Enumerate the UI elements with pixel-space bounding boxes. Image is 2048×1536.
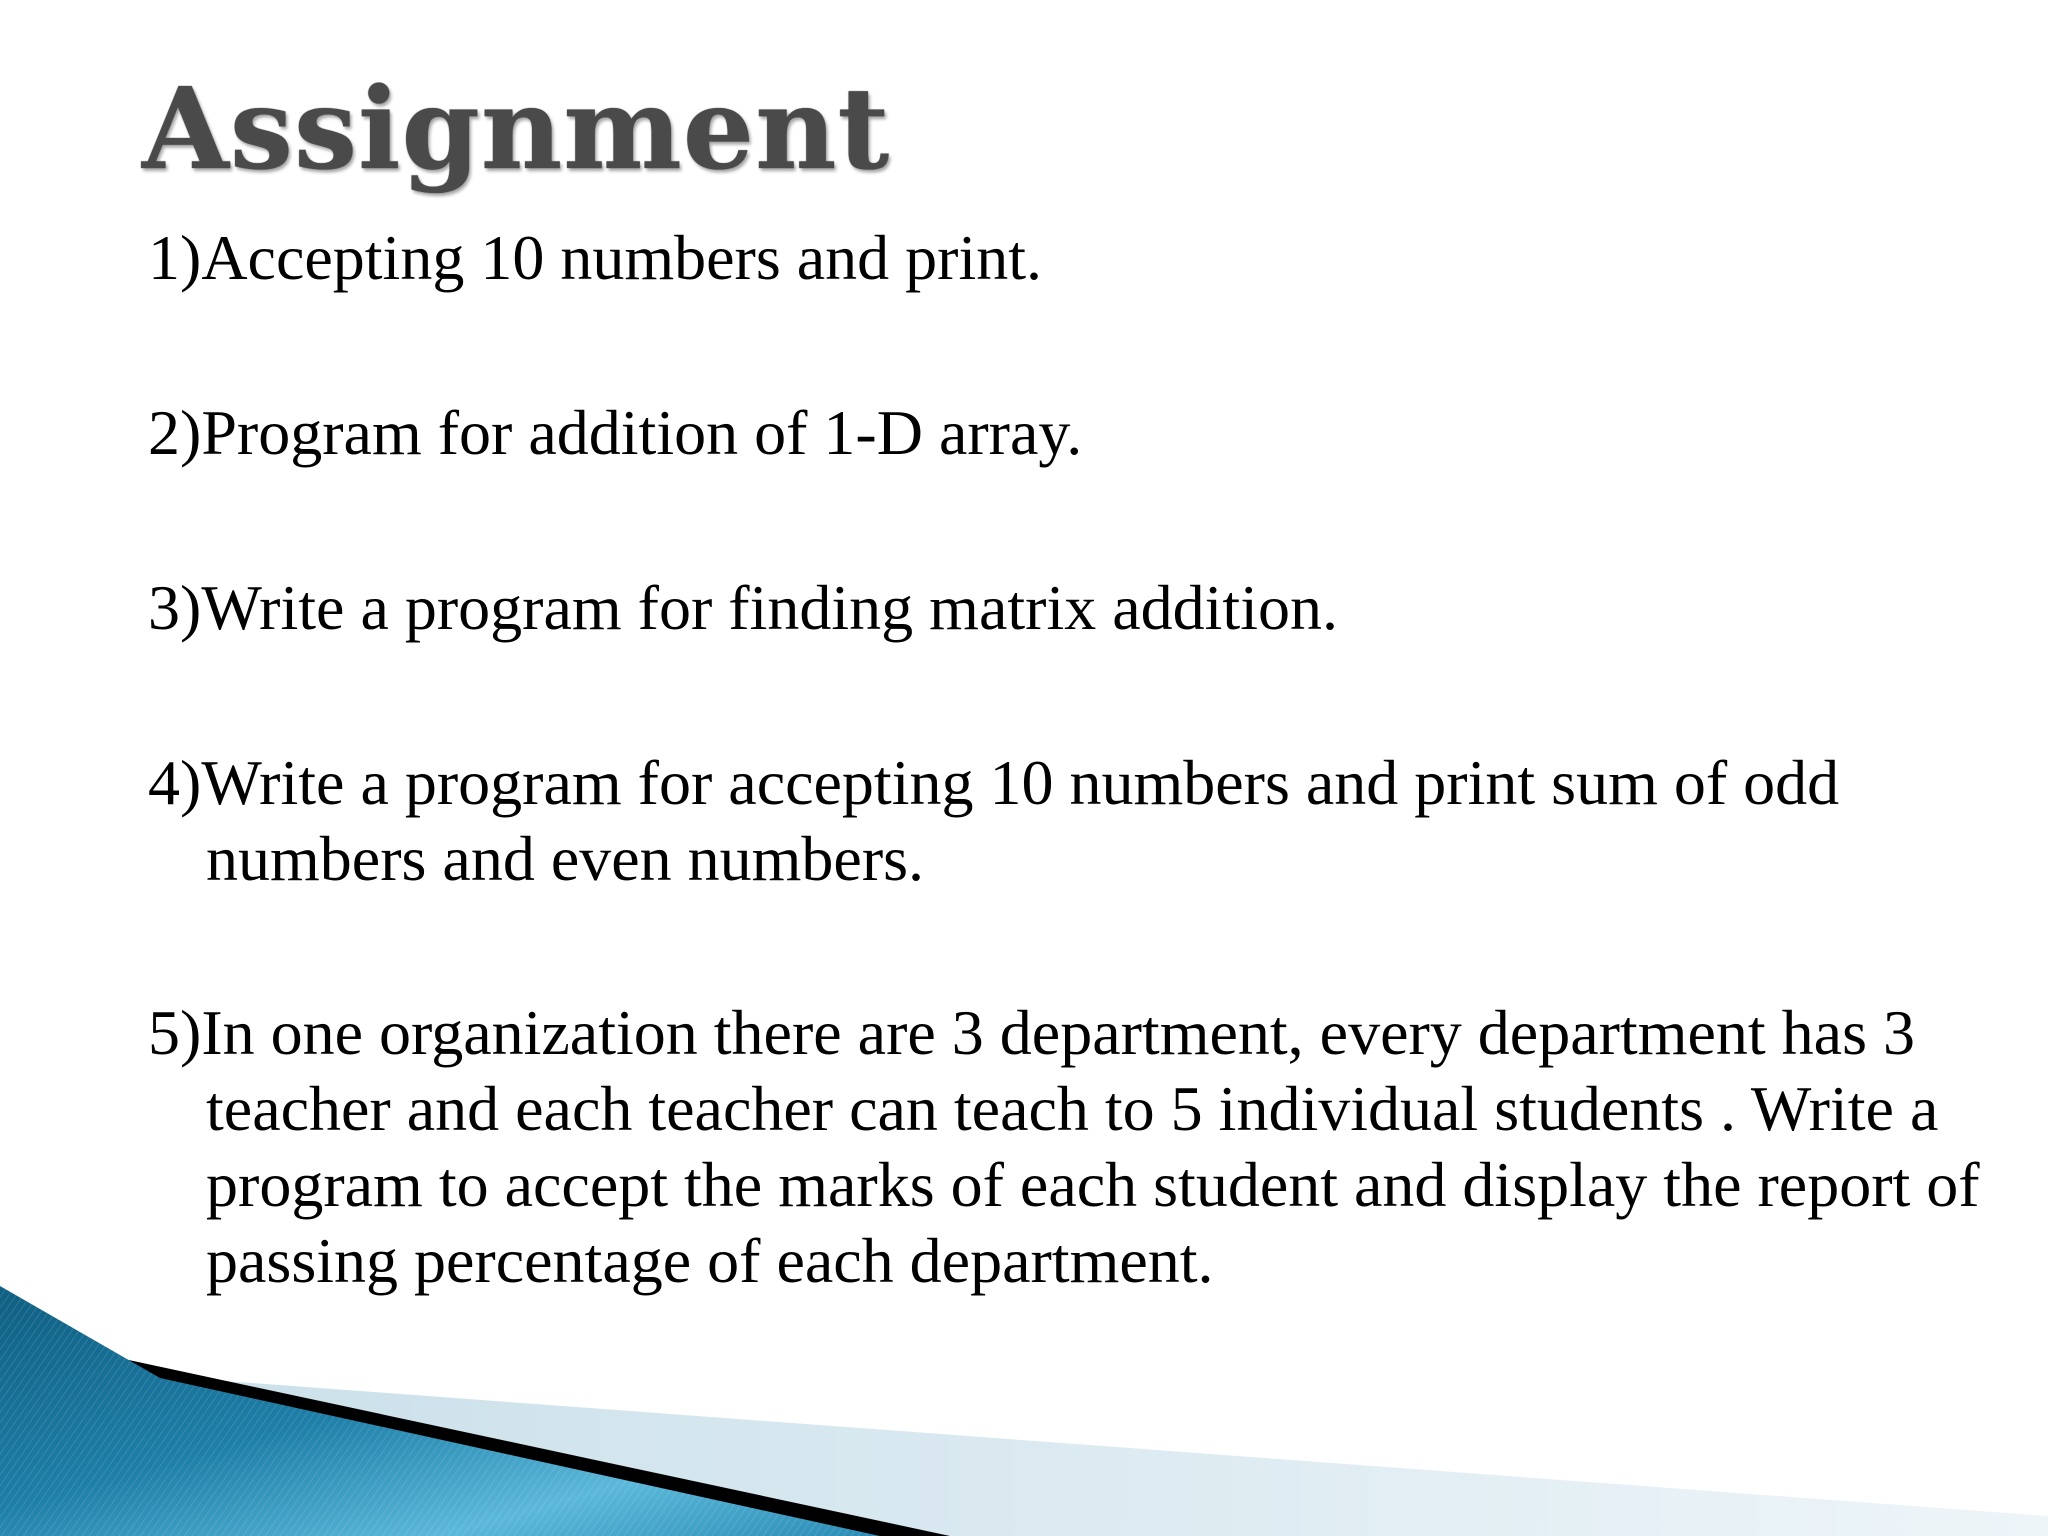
corner-swoosh-decoration	[0, 1286, 2048, 1536]
list-item: 1)Accepting 10 numbers and print.	[148, 222, 1042, 293]
slide-title: Assignment	[142, 64, 891, 195]
list-item: 2)Program for addition of 1-D array.	[148, 397, 1083, 468]
list-item: 3)Write a program for finding matrix addition.	[148, 572, 1338, 643]
list-item: 5)In one organization there are 3 department, every department has 3 teacher and each teacher can teach to 5 individual students . Write a program to accept the marks of each student and display the report of passing percentage of each department.	[148, 997, 1980, 1296]
list-item: 4)Write a program for accepting 10 numbers and print sum of odd numbers and even numbers.	[148, 747, 1840, 894]
